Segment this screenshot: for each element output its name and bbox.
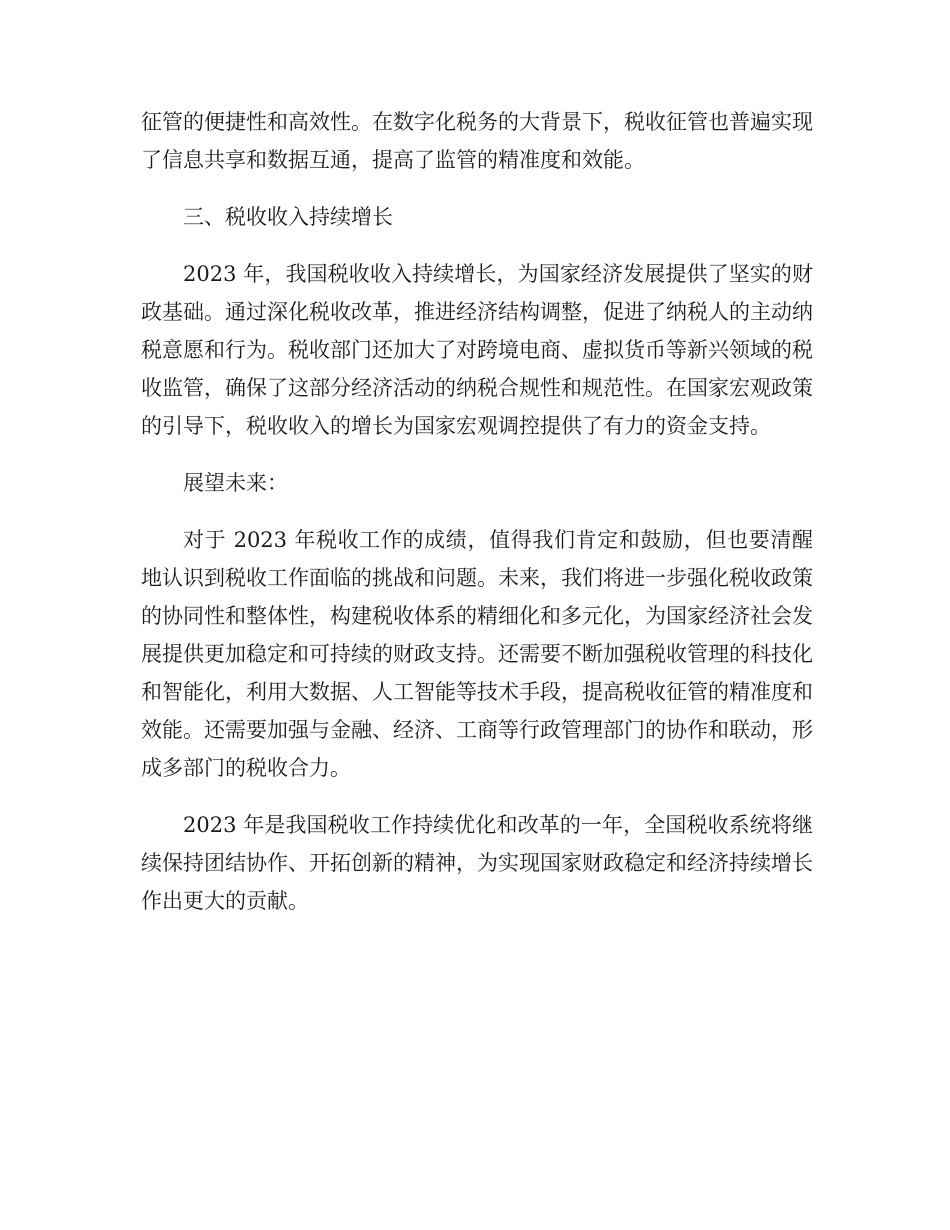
- document-body: [141, 103, 813, 939]
- section-heading-tax-revenue-growth: 三、税收收入持续增长: [183, 205, 393, 229]
- paragraph-outlook: 对于 2023 年税收工作的成绩，值得我们肯定和鼓励，但也要清醒地认识到税收工作面临的挑战和问题。未来，我们将进一步强化税收政策的协同性和整体性，构建税收体系的精细化和多元化，为国家经济社会发展提供更加稳定和可持续的财政支持。还需要不断加强税收管理的科技化和智能化，利用大数据、人工智能等技术手段，提高税收征管的精准度和效能。还需要加强与金融、经济、工商等行政管理部门的协作和联动，形成多部门的税收合力。: [141, 528, 813, 780]
- paragraph-continued: 征管的便捷性和高效性。在数字化税务的大背景下，税收征管也普遍实现了信息共享和数据互通，提高了监管的精准度和效能。: [141, 110, 813, 172]
- paragraph-conclusion: 2023 年是我国税收工作持续优化和改革的一年，全国税收系统将继续保持团结协作、开拓创新的精神，为实现国家财政稳定和经济持续增长作出更大的贡献。: [141, 813, 813, 913]
- section-heading-outlook: 展望未来：: [183, 471, 288, 495]
- paragraph-tax-revenue: 2023 年，我国税收收入持续增长，为国家经济发展提供了坚实的财政基础。通过深化税收改革，推进经济结构调整，促进了纳税人的主动纳税意愿和行为。税收部门还加大了对跨境电商、虚拟货币等新兴领域的税收监管，确保了这部分经济活动的纳税合规性和规范性。在国家宏观政策的引导下，税收收入的增长为国家宏观调控提供了有力的资金支持。: [141, 262, 813, 438]
